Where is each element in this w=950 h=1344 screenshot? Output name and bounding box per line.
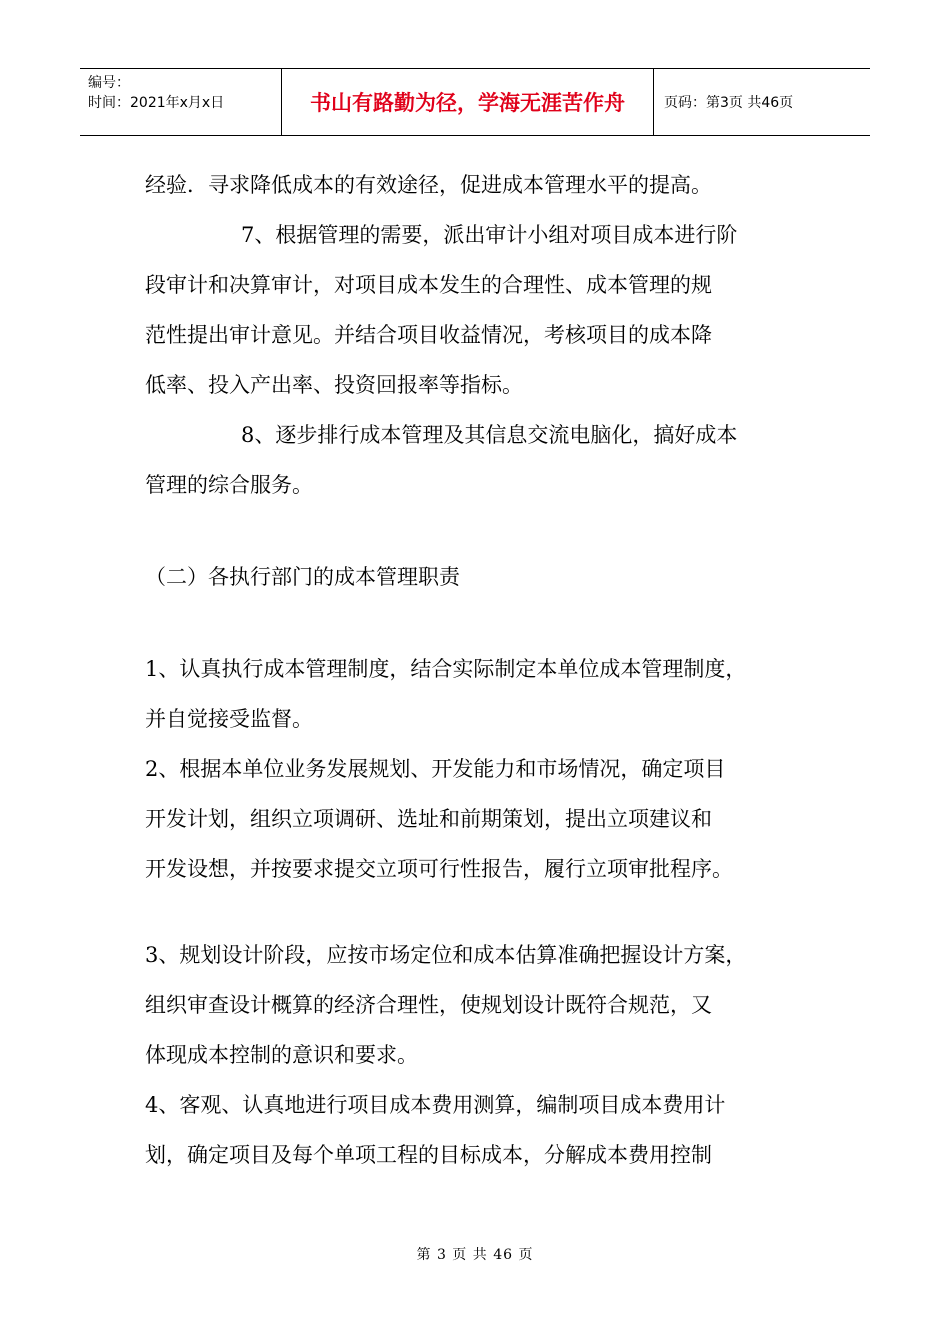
text-line: 管理的综合服务。 <box>145 473 313 497</box>
text-line: 经验．寻求降低成本的有效途径，促进成本管理水平的提高。 <box>145 173 712 197</box>
spacer <box>145 602 825 644</box>
text-line: 组织审查设计概算的经济合理性，使规划设计既符合规范，又 <box>145 993 712 1017</box>
text-line: 1、认真执行成本管理制度，结合实际制定本单位成本管理制度， <box>145 657 747 681</box>
text-line: 段审计和决算审计，对项目成本发生的合理性、成本管理的规 <box>145 273 712 297</box>
section-heading: （二）各执行部门的成本管理职责 <box>145 565 460 589</box>
text-line: 开发设想，并按要求提交立项可行性报告，履行立项审批程序。 <box>145 857 733 881</box>
page-header <box>80 68 870 136</box>
text-line: 3、规划设计阶段，应按市场定位和成本估算准确把握设计方案， <box>145 943 747 967</box>
text-line: 开发计划，组织立项调研、选址和前期策划，提出立项建议和 <box>145 807 712 831</box>
time-label: 时间：2021年x月x日 <box>88 95 225 111</box>
text-line: 7、根据管理的需要，派出审计小组对项目成本进行阶 <box>241 223 738 247</box>
header-motto: 书山有路勤为径，学海无涯苦作舟 <box>282 69 654 135</box>
code-label: 编号： <box>88 75 130 91</box>
header-page-info: 页码：第3页 共46页 <box>664 95 794 111</box>
text-line: 体现成本控制的意识和要求。 <box>145 1043 418 1067</box>
text-line: 8、逐步排行成本管理及其信息交流电脑化，搞好成本 <box>241 423 738 447</box>
text-line: 4、客观、认真地进行项目成本费用测算，编制项目成本费用计 <box>145 1093 726 1117</box>
header-meta <box>80 69 282 135</box>
text-line: 范性提出审计意见。并结合项目收益情况，考核项目的成本降 <box>145 323 712 347</box>
spacer <box>145 894 825 930</box>
spacer <box>145 510 825 552</box>
text-line: 划，确定项目及每个单项工程的目标成本，分解成本费用控制 <box>145 1143 712 1167</box>
document-body <box>145 160 825 1180</box>
text-line: 2、根据本单位业务发展规划、开发能力和市场情况，确定项目 <box>145 757 726 781</box>
text-line: 并自觉接受监督。 <box>145 707 313 731</box>
text-line: 低率、投入产出率、投资回报率等指标。 <box>145 373 523 397</box>
page-footer: 第 3 页 共 46 页 <box>416 1247 534 1263</box>
